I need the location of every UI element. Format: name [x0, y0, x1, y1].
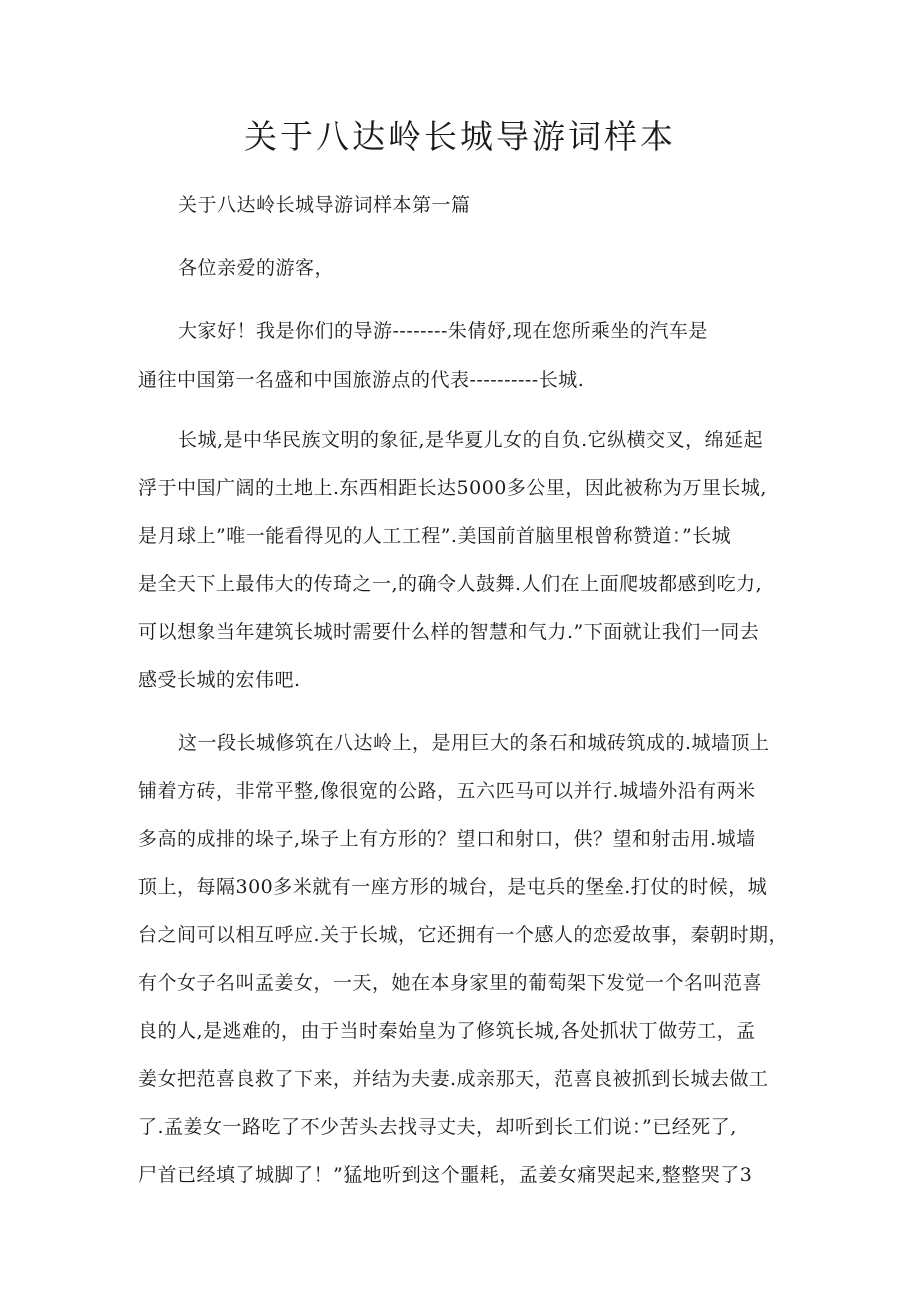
- greeting-line: 各位亲爱的游客，: [178, 257, 335, 279]
- paragraph-3-line-2: 铺着方砖，非常平整,像很宽的公路，五六匹马可以并行.城墙外沿有两米: [138, 780, 756, 802]
- paragraph-3-line-7: 良的人,是逃难的，由于当时秦始皇为了修筑长城,各处抓状丁做劳工，孟: [138, 1020, 756, 1042]
- paragraph-2-line-5: 可以想象当年建筑长城时需要什么样的智慧和气力.”下面就让我们一同去: [138, 621, 760, 643]
- paragraph-3-line-8: 姜女把范喜良救了下来，并结为夫妻.成亲那天，范喜良被抓到长城去做工: [138, 1068, 769, 1090]
- paragraph-1-line-1: 大家好！我是你们的导游--------朱倩妤,现在您所乘坐的汽车是: [178, 320, 708, 342]
- paragraph-2-line-1: 长城,是中华民族文明的象征,是华夏儿女的自负.它纵横交叉，绵延起: [178, 429, 764, 451]
- paragraph-2-line-3: 是月球上”唯一能看得见的人工工程”.美国前首脑里根曾称赞道：”长城: [138, 525, 732, 547]
- paragraph-2-line-2: 浮于中国广阔的土地上.东西相距长达5000多公里，因此被称为万里长城,: [138, 477, 767, 499]
- paragraph-3-line-4: 顶上，每隔300多米就有一座方形的城台，是屯兵的堡垒.打仗的时候，城: [138, 876, 768, 898]
- paragraph-3-line-10: 尸首已经填了城脚了！”猛地听到这个噩耗，孟姜女痛哭起来,整整哭了3: [138, 1164, 753, 1186]
- paragraph-3-line-5: 台之间可以相互呼应.关于长城，它还拥有一个感人的恋爱故事，秦朝时期，: [138, 924, 789, 946]
- paragraph-1-line-2: 通往中国第一名盛和中国旅游点的代表----------长城.: [138, 369, 585, 391]
- section-heading: 关于八达岭长城导游词样本第一篇: [178, 194, 471, 216]
- paragraph-3-line-9: 了.孟姜女一路吃了不少苦头去找寻丈夫，却听到长工们说：”已经死了,: [138, 1116, 737, 1138]
- document-title: 关于八达岭长城导游词样本: [244, 117, 676, 156]
- paragraph-3-line-6: 有个女子名叫孟姜女，一天，她在本身家里的葡萄架下发觉一个名叫范喜: [138, 972, 763, 994]
- paragraph-3-line-3: 多高的成排的垛子,垛子上有方形的？望口和射口，供？望和射击用.城墙: [138, 828, 756, 850]
- paragraph-2-line-4: 是全天下上最伟大的传琦之一,的确令人鼓舞.人们在上面爬坡都感到吃力,: [138, 573, 763, 595]
- paragraph-2-line-6: 感受长城的宏伟吧.: [138, 669, 301, 691]
- paragraph-3-line-1: 这一段长城修筑在八达岭上，是用巨大的条石和城砖筑成的.城墙顶上: [178, 732, 770, 754]
